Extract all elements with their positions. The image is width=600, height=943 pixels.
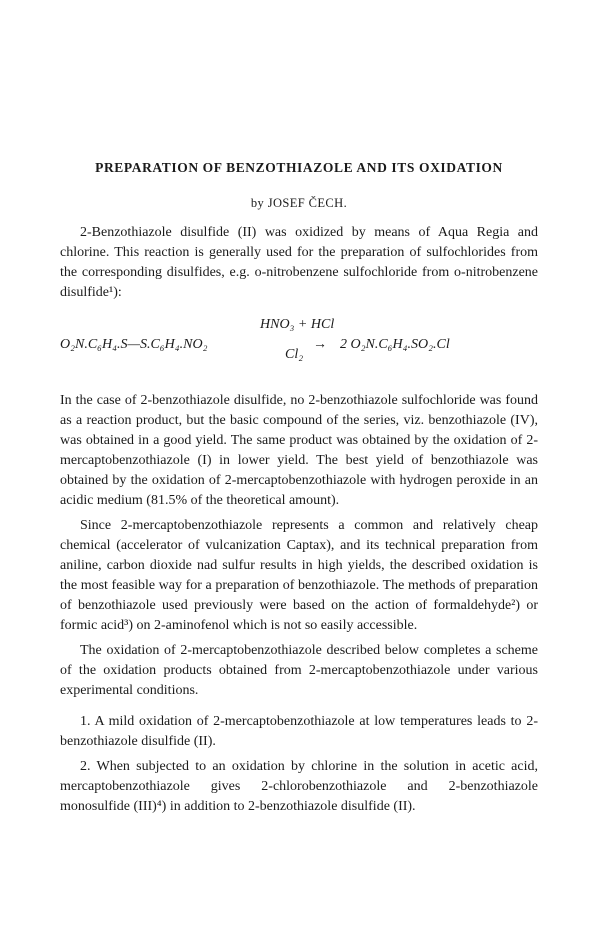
paragraph-item-2: 2. When subjected to an oxidation by chlorine in the solution in acetic acid, mercaptobenzothiazole gives 2-chlorobenzothiazole and 2-benzothiazole monosulfide (III)⁴) in addition to 2-benzothiazole disulfide (II). <box>60 759 538 814</box>
paragraph-intro: 2-Benzothiazole disulfide (II) was oxidized by means of Aqua Regia and chlorine. This reaction is generally used for the preparation of sulfochlorides from the corresponding disulfides, e.g. o-nitrobenzene sulfochloride from o-nitrobenzene disulfide¹): <box>60 225 538 300</box>
article-title: PREPARATION OF BENZOTHIAZOLE AND ITS OXIDATION <box>95 160 503 175</box>
paragraph-mercapto-cheap: Since 2-mercaptobenzothiazole represents a common and relatively cheap chemical (accelerator of vulcanization Captax), and its technical preparation from aniline, carbon dioxide nad sulfur results in high yields, the described oxidation is the most feasible way for a preparation of benzothiazole. The methods of preparation of benzothiazole used previously were based on the action of formaldehyde²) or formic acid³) on 2-aminofenol which is not so easily accessible. <box>60 518 538 633</box>
paragraph-item-1: 1. A mild oxidation of 2-mercaptobenzothiazole at low temperatures leads to 2-benzothiazole disulfide (II). <box>60 714 538 749</box>
equation-reagent-bottom: Cl₂ <box>285 347 304 362</box>
equation-product: 2 O₂N.C₆H₄.SO₂.Cl <box>340 337 450 352</box>
author-byline: by JOSEF ČECH. <box>250 196 348 210</box>
equation-reactant: O₂N.C₆H₄.S—S.C₆H₄.NO₂ <box>60 337 208 352</box>
reaction-equation <box>60 315 538 371</box>
paragraph-disulfide-result: In the case of 2-benzothiazole disulfide, no 2-benzothiazole sulfochloride was found as a reaction product, but the basic compound of the series, viz. benzothiazole (IV), was obtained in a good yield. The same product was obtained by the oxidation of 2-mercaptobenzothiazole (I) in lower yield. The best yield of benzothiazole was obtained by the oxidation of 2-mercaptobenzothiazole with hydrogen peroxide in an acidic medium (81.5% of the theoretical amount). <box>60 393 538 508</box>
paragraph-oxidation-scheme: The oxidation of 2-mercaptobenzothiazole described below completes a scheme of the oxidation products obtained from 2-mercaptobenzothiazole under various experimental conditions. <box>60 643 538 698</box>
article <box>60 160 538 817</box>
equation-reagent-top: HNO₃ + HCl <box>260 317 335 332</box>
equation-arrow: → <box>313 337 327 352</box>
